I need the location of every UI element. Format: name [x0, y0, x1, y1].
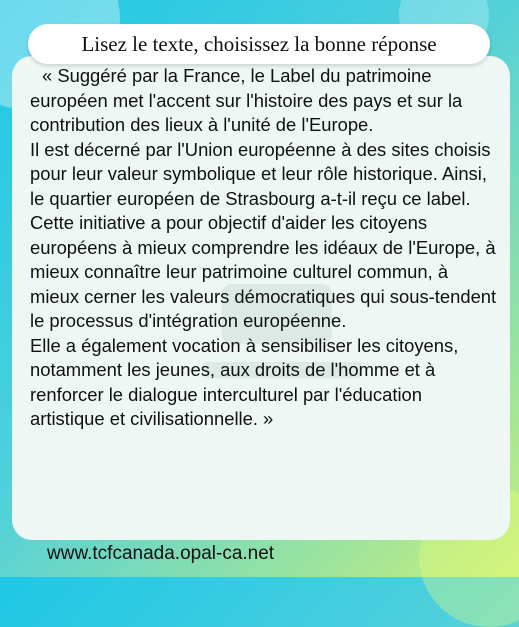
reading-passage — [30, 64, 500, 432]
passage-paragraph-2: Il est décerné par l'Union européenne à des sites choisis pour leur valeur symbolique et leur rôle historique. Ainsi, le quartier européen de Strasbourg a-t-il reçu ce label. — [30, 138, 491, 209]
instruction-title: Lisez le texte, choisissez la bonne réponse — [81, 31, 437, 56]
passage-paragraph-4: Elle a également vocation à sensibiliser les citoyens, notamment les jeunes, aux droits de l'homme et à renforcer le dialogue interculturel par l'éducation artistique et civilisationnelle. » — [30, 334, 459, 429]
reading-passage-card — [12, 56, 510, 540]
website-url: www.tcfcanada.opal-ca.net — [47, 543, 275, 564]
instruction-header — [28, 24, 490, 64]
passage-paragraph-1: « Suggéré par la France, le Label du patrimoine européen met l'accent sur l'histoire des pays et sur la contribution des lieux à l'unité de l'Europe. — [30, 65, 463, 135]
passage-paragraph-3: Cette initiative a pour objectif d'aider les citoyens européens à mieux comprendre les idéaux de l'Europe, à mieux connaître leur patrimoine culturel commun, à mieux cerner les valeurs démocratiques qui sous-tendent le processus d'intégration européenne. — [30, 212, 497, 331]
